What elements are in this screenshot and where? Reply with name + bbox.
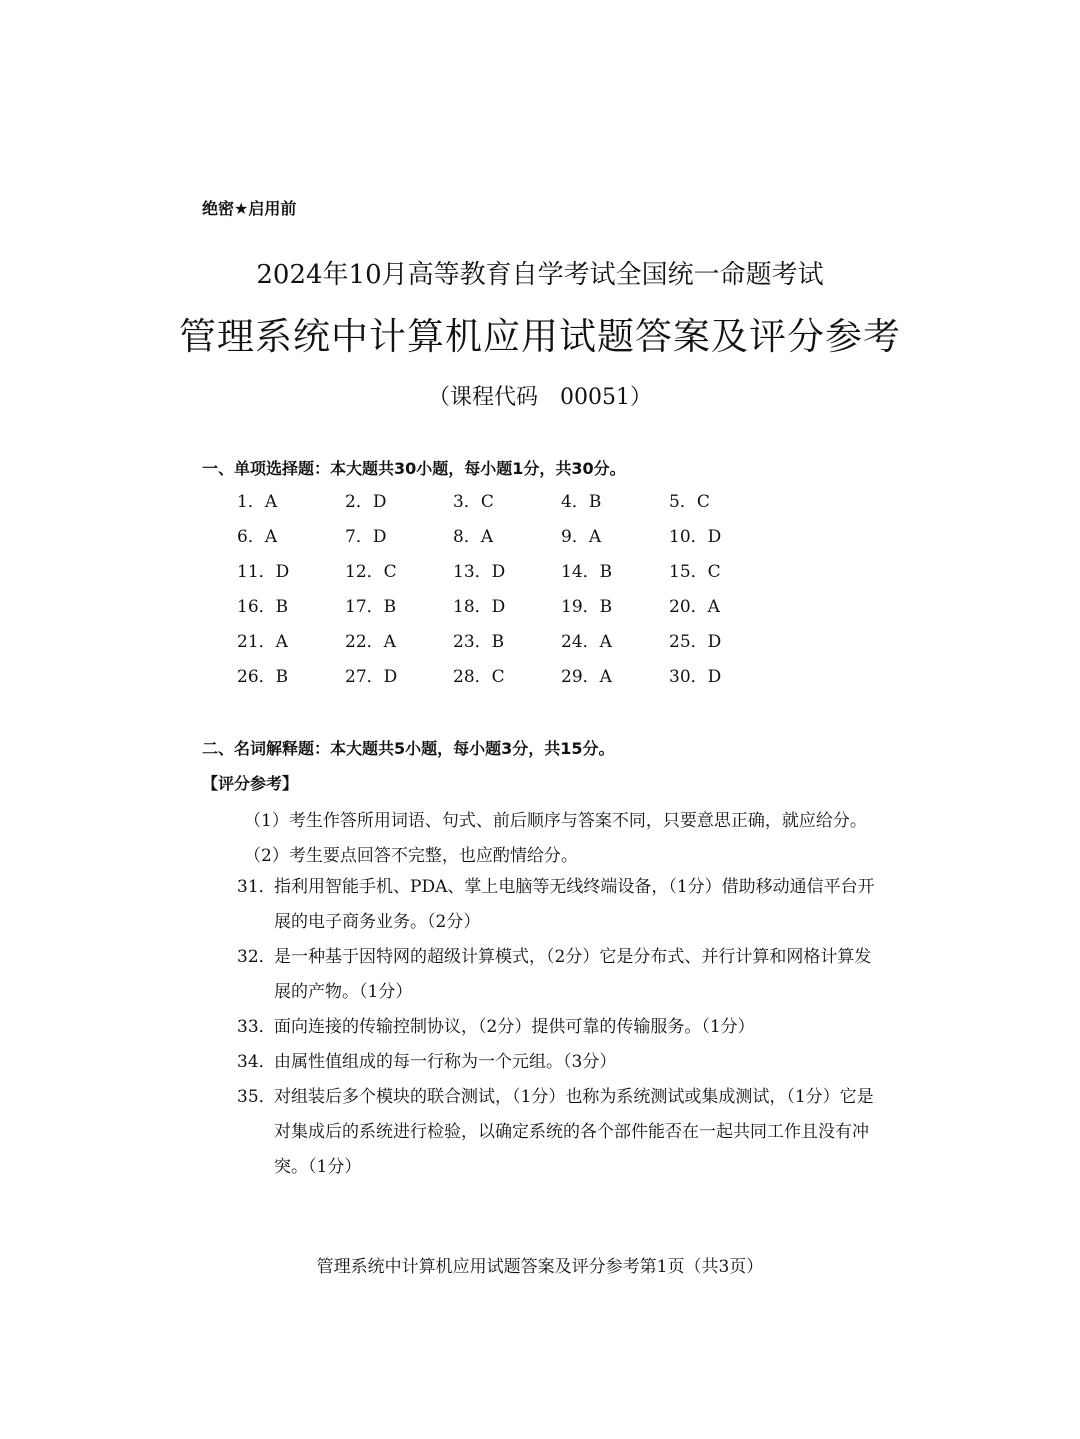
answer-cell: 15．C bbox=[669, 562, 721, 582]
answer-cell: 7．D bbox=[345, 527, 387, 547]
item-number: 33． bbox=[237, 1017, 276, 1037]
answer-cell: 22．A bbox=[345, 632, 396, 652]
item-number: 35． bbox=[237, 1087, 276, 1107]
item-number: 34． bbox=[237, 1052, 276, 1072]
scoring-note: （2）考生要点回答不完整，也应酌情给分。 bbox=[244, 846, 578, 866]
item-text: 是一种基于因特网的超级计算模式，（2分）它是分布式、并行计算和网格计算发展的产物。（1分） bbox=[274, 947, 872, 1002]
answer-item-33 bbox=[237, 1010, 887, 1045]
answer-cell: 28．C bbox=[453, 667, 505, 687]
answer-cell: 11．D bbox=[237, 562, 290, 582]
answer-row bbox=[237, 558, 777, 593]
answer-cell: 1．A bbox=[237, 492, 278, 512]
answer-cell: 3．C bbox=[453, 492, 494, 512]
answer-item-34 bbox=[237, 1045, 887, 1080]
course-code: （课程代码 00051） bbox=[428, 385, 652, 410]
item-number: 32． bbox=[237, 947, 276, 967]
answer-cell: 30．D bbox=[669, 667, 722, 687]
answer-cell: 26．B bbox=[237, 667, 289, 687]
answer-cell: 27．D bbox=[345, 667, 398, 687]
item-text: 由属性值组成的每一行称为一个元组。（3分） bbox=[274, 1052, 617, 1072]
answer-cell: 23．B bbox=[453, 632, 505, 652]
answer-row bbox=[237, 628, 777, 663]
document-title: 管理系统中计算机应用试题答案及评分参考 bbox=[179, 315, 901, 358]
answer-cell: 6．A bbox=[237, 527, 278, 547]
answer-cell: 29．A bbox=[561, 667, 612, 687]
answer-cell: 2．D bbox=[345, 492, 387, 512]
answer-cell: 19．B bbox=[561, 597, 613, 617]
item-text: 面向连接的传输控制协议，（2分）提供可靠的传输服务。（1分） bbox=[274, 1017, 755, 1037]
answer-cell: 4．B bbox=[561, 492, 602, 512]
answer-row bbox=[237, 593, 777, 628]
answer-cell: 12．C bbox=[345, 562, 397, 582]
answer-item-31 bbox=[237, 870, 887, 940]
item-text: 对组装后多个模块的联合测试，（1分）也称为系统测试或集成测试，（1分）它是对集成后的系统进行检验，以确定系统的各个部件能否在一起共同工作且没有冲突。（1分） bbox=[274, 1087, 874, 1177]
page-footer: 管理系统中计算机应用试题答案及评分参考第1页（共3页） bbox=[316, 1257, 764, 1277]
answer-cell: 5．C bbox=[669, 492, 710, 512]
answer-cell: 21．A bbox=[237, 632, 288, 652]
answer-cell: 17．B bbox=[345, 597, 397, 617]
answer-cell: 18．D bbox=[453, 597, 506, 617]
scoring-note: （1）考生作答所用词语、句式、前后顺序与答案不同，只要意思正确，就应给分。 bbox=[244, 811, 867, 831]
answer-item-35 bbox=[237, 1080, 887, 1185]
answer-cell: 16．B bbox=[237, 597, 289, 617]
answer-cell: 8．A bbox=[453, 527, 494, 547]
section2-heading: 二、名词解释题：本大题共5小题，每小题3分，共15分。 bbox=[202, 739, 615, 758]
answer-item-32 bbox=[237, 940, 887, 1010]
answer-cell: 10．D bbox=[669, 527, 722, 547]
answer-cell: 25．D bbox=[669, 632, 722, 652]
answer-row bbox=[237, 663, 777, 698]
item-number: 31． bbox=[237, 877, 276, 897]
item-text: 指利用智能手机、PDA、掌上电脑等无线终端设备，（1分）借助移动通信平台开展的电子商务业务。（2分） bbox=[274, 877, 875, 932]
answer-cell: 13．D bbox=[453, 562, 506, 582]
confidential-label: 绝密★启用前 bbox=[202, 199, 297, 218]
answer-cell: 9．A bbox=[561, 527, 602, 547]
answer-row bbox=[237, 488, 777, 523]
answer-row bbox=[237, 523, 777, 558]
exam-title: 2024年10月高等教育自学考试全国统一命题考试 bbox=[256, 260, 824, 290]
answer-cell: 14．B bbox=[561, 562, 613, 582]
answers-grid bbox=[237, 488, 777, 698]
answer-cell: 24．A bbox=[561, 632, 612, 652]
section1-heading: 一、单项选择题：本大题共30小题，每小题1分，共30分。 bbox=[202, 459, 626, 478]
scoring-reference-label: 【评分参考】 bbox=[202, 774, 299, 793]
answer-cell: 20．A bbox=[669, 597, 720, 617]
